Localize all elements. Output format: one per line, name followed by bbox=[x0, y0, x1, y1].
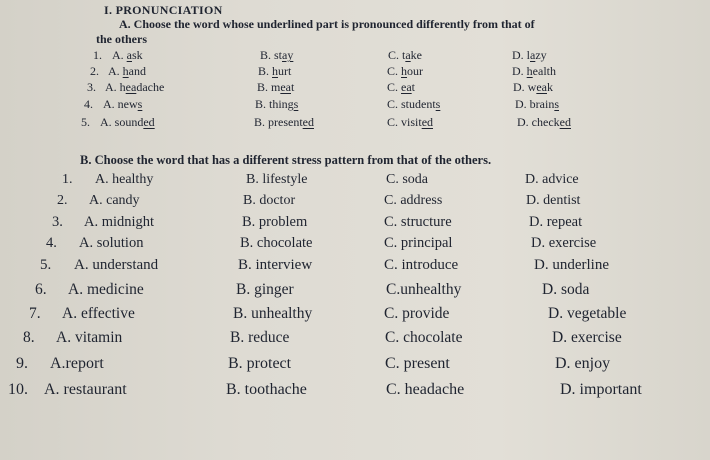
answer-option-a[interactable]: A. candy bbox=[89, 193, 140, 208]
answer-option-b[interactable]: B. lifestyle bbox=[246, 172, 308, 187]
part-b-row bbox=[0, 257, 710, 279]
question-number: 2. bbox=[57, 193, 68, 208]
part-b-row bbox=[0, 172, 710, 194]
answer-option-a[interactable]: A. midnight bbox=[84, 214, 155, 230]
answer-option-d[interactable]: D. checked bbox=[517, 115, 571, 129]
underlined-part: s bbox=[435, 97, 441, 111]
underlined-part: ed bbox=[559, 115, 571, 129]
part-a-instruction-cont: the others bbox=[96, 32, 147, 46]
answer-option-b[interactable]: B. meat bbox=[257, 80, 295, 94]
answer-option-d[interactable]: D. lazy bbox=[512, 48, 547, 62]
answer-option-d[interactable]: D. soda bbox=[542, 281, 590, 298]
underlined-part: ea bbox=[401, 80, 412, 94]
part-b-row bbox=[0, 281, 710, 303]
question-number: 9. bbox=[16, 355, 28, 372]
underlined-part: h bbox=[272, 64, 279, 78]
answer-option-d[interactable]: D. exercise bbox=[552, 329, 622, 346]
question-number: 1. bbox=[93, 48, 102, 62]
answer-option-b[interactable]: B. protect bbox=[228, 355, 292, 372]
answer-option-d[interactable]: D. advice bbox=[525, 172, 579, 187]
part-b-row bbox=[0, 193, 710, 215]
answer-option-b[interactable]: B. interview bbox=[238, 257, 313, 273]
part-b-row bbox=[0, 305, 710, 327]
answer-option-a[interactable]: A. effective bbox=[62, 305, 135, 322]
underlined-part: s bbox=[293, 97, 299, 111]
answer-option-c[interactable]: C. structure bbox=[384, 214, 452, 230]
part-b-row bbox=[0, 214, 710, 236]
answer-option-a[interactable]: A. ask bbox=[112, 48, 143, 62]
answer-option-a[interactable]: A. hand bbox=[108, 64, 146, 78]
underlined-part: ea bbox=[536, 80, 547, 94]
answer-option-d[interactable]: D. exercise bbox=[531, 235, 597, 251]
answer-option-a[interactable]: A. news bbox=[103, 97, 143, 111]
answer-option-b[interactable]: B. hurt bbox=[258, 64, 292, 78]
answer-option-c[interactable]: C. hour bbox=[387, 64, 424, 78]
answer-option-c[interactable]: C. soda bbox=[386, 172, 428, 187]
answer-option-c[interactable]: C. visited bbox=[387, 115, 434, 129]
answer-option-b[interactable]: B. reduce bbox=[230, 329, 290, 346]
answer-option-a[interactable]: A.report bbox=[50, 355, 104, 372]
answer-option-b[interactable]: B. ginger bbox=[236, 281, 294, 298]
answer-option-b[interactable]: B. presented bbox=[254, 115, 314, 129]
question-number: 5. bbox=[40, 257, 52, 273]
part-b-instruction: B. Choose the word that has a different stress pattern from that of the others. bbox=[80, 153, 492, 167]
underlined-part: a bbox=[405, 48, 411, 62]
underlined-part: ea bbox=[280, 80, 291, 94]
answer-option-a[interactable]: A. sounded bbox=[100, 115, 155, 129]
underlined-part: ea bbox=[125, 80, 137, 94]
answer-option-a[interactable]: A. understand bbox=[74, 257, 159, 273]
answer-option-c[interactable]: C. take bbox=[388, 48, 422, 62]
answer-option-d[interactable]: D. underline bbox=[534, 257, 609, 273]
part-b-row bbox=[0, 235, 710, 257]
question-number: 4. bbox=[46, 235, 57, 251]
question-number: 3. bbox=[52, 214, 63, 230]
answer-option-c[interactable]: C. present bbox=[385, 355, 450, 372]
underlined-part: h bbox=[526, 64, 533, 78]
part-a-row bbox=[0, 97, 710, 114]
underlined-part: h bbox=[401, 64, 408, 78]
question-number: 8. bbox=[23, 329, 35, 346]
question-number: 10. bbox=[8, 381, 28, 398]
answer-option-b[interactable]: B. unhealthy bbox=[233, 305, 313, 322]
section-title: I. PRONUNCIATION bbox=[104, 3, 223, 17]
answer-option-c[interactable]: C. address bbox=[384, 193, 443, 208]
answer-option-a[interactable]: A. restaurant bbox=[44, 381, 127, 398]
part-b-row bbox=[0, 381, 710, 403]
answer-option-c[interactable]: C. chocolate bbox=[385, 329, 463, 346]
question-number: 6. bbox=[35, 281, 47, 298]
question-number: 3. bbox=[87, 80, 96, 94]
answer-option-c[interactable]: C. eat bbox=[387, 80, 416, 94]
answer-option-c[interactable]: C. principal bbox=[384, 235, 453, 251]
underlined-part: ay bbox=[282, 48, 294, 62]
answer-option-d[interactable]: D. brains bbox=[515, 97, 559, 111]
answer-option-d[interactable]: D. enjoy bbox=[555, 355, 611, 372]
answer-option-d[interactable]: D. repeat bbox=[529, 214, 583, 230]
part-a-row bbox=[0, 48, 710, 65]
underlined-part: ed bbox=[302, 115, 314, 129]
part-a-row bbox=[0, 115, 710, 132]
underlined-part: s bbox=[137, 97, 143, 111]
answer-option-b[interactable]: B. things bbox=[255, 97, 299, 111]
answer-option-d[interactable]: D. weak bbox=[513, 80, 553, 94]
question-number: 1. bbox=[62, 172, 73, 187]
answer-option-a[interactable]: A. medicine bbox=[68, 281, 144, 298]
answer-option-c[interactable]: C. provide bbox=[384, 305, 450, 322]
answer-option-b[interactable]: B. chocolate bbox=[240, 235, 313, 251]
answer-option-c[interactable]: C. students bbox=[387, 97, 441, 111]
underlined-part: s bbox=[554, 97, 559, 111]
answer-option-a[interactable]: A. headache bbox=[105, 80, 165, 94]
answer-option-b[interactable]: B. problem bbox=[242, 214, 308, 230]
part-b-row bbox=[0, 355, 710, 377]
answer-option-c[interactable]: C. headache bbox=[386, 381, 465, 398]
answer-option-b[interactable]: B. toothache bbox=[226, 381, 307, 398]
question-number: 7. bbox=[29, 305, 41, 322]
underlined-part: a bbox=[530, 48, 536, 62]
answer-option-b[interactable]: B. doctor bbox=[243, 193, 296, 208]
answer-option-a[interactable]: A. solution bbox=[79, 235, 144, 251]
answer-option-a[interactable]: A. healthy bbox=[95, 172, 154, 187]
answer-option-d[interactable]: D. health bbox=[512, 64, 556, 78]
answer-option-c[interactable]: C. introduce bbox=[384, 257, 459, 273]
answer-option-d[interactable]: D. dentist bbox=[526, 193, 581, 208]
answer-option-b[interactable]: B. stay bbox=[260, 48, 294, 62]
underlined-part: ed bbox=[421, 115, 434, 129]
part-a-row bbox=[0, 80, 710, 97]
underlined-part: h bbox=[122, 64, 129, 78]
answer-option-a[interactable]: A. vitamin bbox=[56, 329, 123, 346]
answer-option-c[interactable]: C.unhealthy bbox=[386, 281, 462, 298]
part-a-row bbox=[0, 64, 710, 81]
question-number: 2. bbox=[90, 64, 99, 78]
underlined-part: ed bbox=[143, 115, 155, 129]
answer-option-d[interactable]: D. vegetable bbox=[548, 305, 627, 322]
answer-option-d[interactable]: D. important bbox=[560, 381, 642, 398]
underlined-part: a bbox=[126, 48, 132, 62]
part-a-instruction: A. Choose the word whose underlined part is pronounced differently from that of bbox=[119, 17, 535, 31]
part-b-row bbox=[0, 329, 710, 351]
question-number: 5. bbox=[81, 115, 90, 129]
question-number: 4. bbox=[84, 97, 93, 111]
